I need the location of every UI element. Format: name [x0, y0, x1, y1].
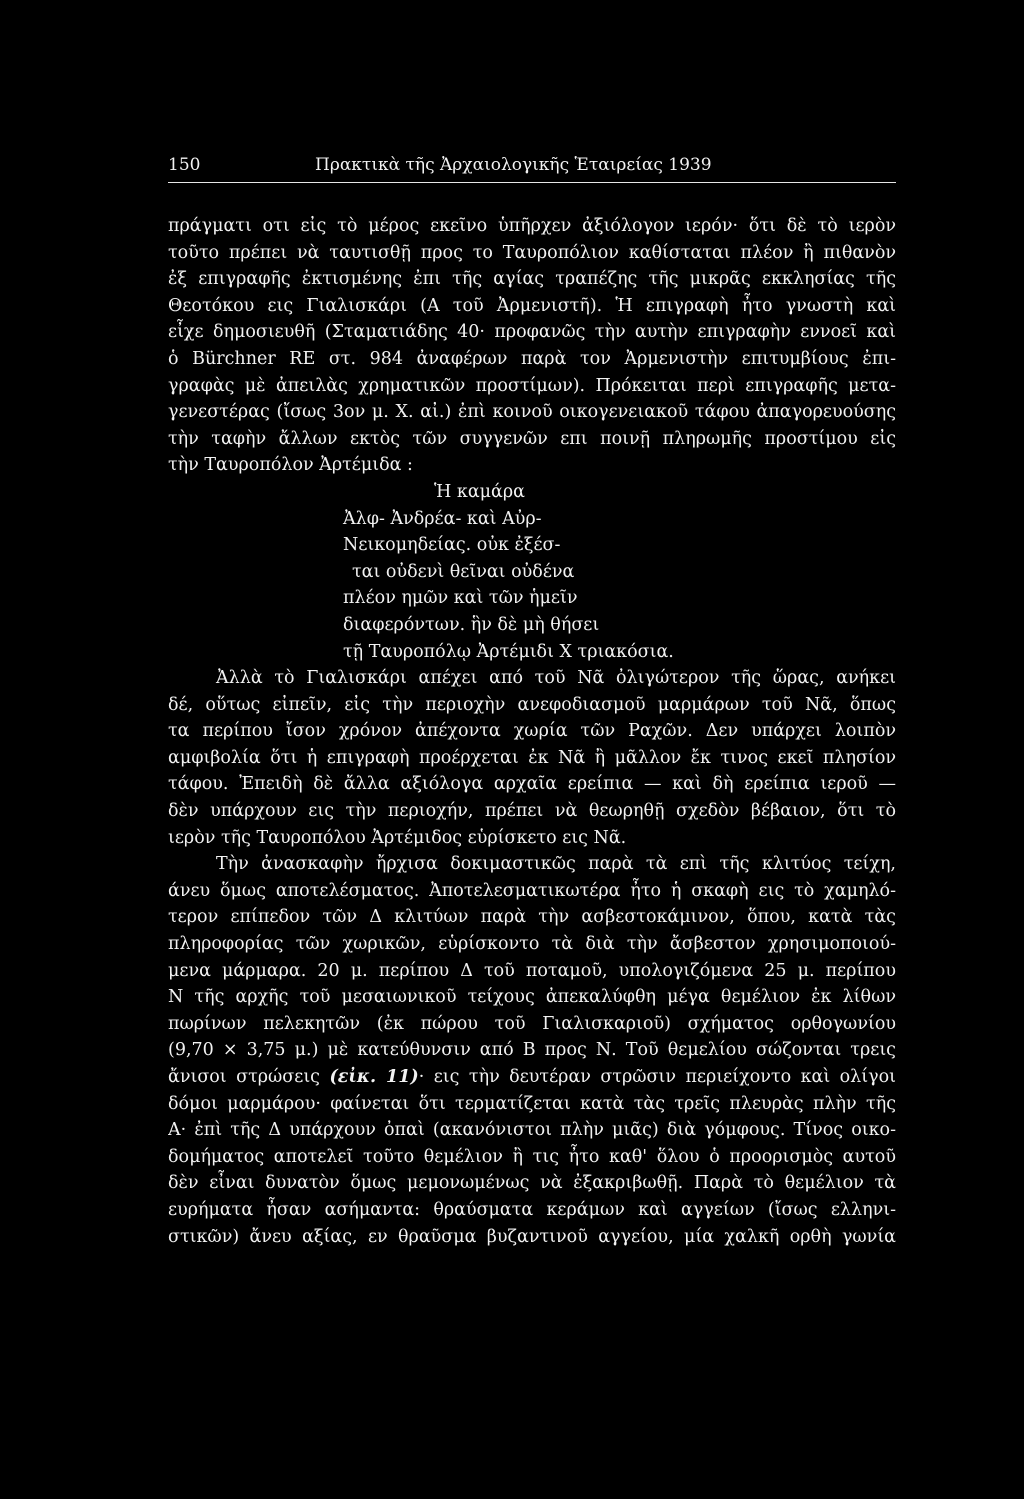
text-line: δὲν υπάρχουν εις τὴν περιοχήν, πρέπει νὰ θεωρηθῇ σχεδὸν βέβαιον, ὅτι τὸ	[168, 801, 896, 822]
text-line: γραφὰς μὲ ἀπειλὰς χρηματικῶν προστίμων). Πρόκειται περὶ επιγραφῆς μετα-	[168, 375, 896, 396]
text-line: στικῶν) ἄνευ αξίας, εν θραῦσμα βυζαντινοῦ αγγείου, μία χαλκῆ ορθὴ γωνία	[168, 1226, 896, 1247]
text-line: ιερὸν τῆς Ταυροπόλου Ἀρτέμιδος εὑρίσκετο εις Νᾶ.	[168, 827, 627, 848]
text-line: πωρίνων πελεκητῶν (ἐκ πώρου τοῦ Γιαλισκαριοῦ) σχήματος ορθογωνίου	[168, 1013, 896, 1034]
text-line: τοῦτο πρέπει νὰ ταυτισθῇ προς το Ταυροπόλιον καθίσταται πλέον ἢ πιθανὸν	[168, 242, 896, 263]
text-line: ευρήματα ἦσαν ασήμαντα: θραύσματα κεράμων καὶ αγγείων (ἴσως ελληνι-	[168, 1199, 896, 1220]
figure-reference: (εἰκ. 11)	[329, 1067, 419, 1087]
text-line: Α· ἐπὶ τῆς Δ υπάρχουν ὀπαὶ (ακανόνιστοι πλὴν μιᾶς) διὰ γόμφους. Τίνος οικο-	[168, 1120, 896, 1141]
text-line: Ἀλλὰ τὸ Γιαλισκάρι απέχει από τοῦ Νᾶ ὀλιγώτερον τῆς ὥρας, ανήκει	[216, 668, 896, 689]
inscription-line: Ἀλφ- Ἀνδρέα- καὶ Αὐρ-	[343, 508, 542, 529]
inscription-line: Ἡ καμάρα	[434, 481, 525, 502]
text-line: πράγματι οτι εἰς τὸ μέρος εκεῖνο ὑπῆρχεν ἀξιόλογον ιερόν· ὅτι δὲ τὸ ιερὸν	[168, 216, 896, 236]
text-line: δὲν εἶναι δυνατὸν ὅμως μεμονωμένως νὰ ἐξακριβωθῇ. Παρὰ τὸ θεμέλιον τὰ	[168, 1173, 896, 1194]
text-fragment: · εις τὴν δευτέραν στρῶσιν περιείχοντο καὶ ολίγοι	[418, 1067, 896, 1087]
text-line: δέ, οὕτως εἰπεῖν, εἰς τὴν περιοχὴν ανεφοδιασμοῦ μαρμάρων τοῦ Νᾶ, ὅπως	[168, 694, 896, 715]
text-line: γενεστέρας (ἴσως 3ον μ. Χ. αἰ.) ἐπὶ κοινοῦ οικογενειακοῦ τάφου ἀπαγορευούσης	[168, 402, 896, 423]
header-rule	[168, 182, 896, 183]
text-line: ὁ Bürchner RE στ. 984 ἀναφέρων παρὰ τον Ἀρμενιστὴν επιτυμβίους ἐπι-	[168, 348, 896, 369]
text-line: Θεοτόκου εις Γιαλισκάρι (Α τοῦ Ἀρμενιστῆ). Ἡ επιγραφὴ ἦτο γνωστὴ καὶ	[168, 295, 896, 316]
inscription-block	[168, 479, 896, 665]
paragraph-3	[168, 851, 896, 1250]
text-line: Ν τῆς αρχῆς τοῦ μεσαιωνικοῦ τείχους ἀπεκαλύφθη μέγα θεμέλιον ἐκ λίθων	[168, 987, 896, 1008]
text-line-with-figure-ref	[168, 1064, 896, 1091]
inscription-line: πλέον ημῶν καὶ τῶν ἡμεῖν	[343, 588, 578, 609]
inscription-line: ται οὐδενὶ θεῖναι οὐδένα	[352, 561, 575, 582]
paragraph-1	[168, 213, 896, 479]
inscription-line: Νεικομηδείας. οὐκ ἐξέσ-	[343, 535, 561, 556]
text-line: τα περίπου ἴσον χρόνον ἀπέχοντα χωρία τῶν Ραχῶν. Δεν υπάρχει λοιπὸν	[168, 721, 896, 742]
text-line: Τὴν ἀνασκαφὴν ἤρχισα δοκιμαστικῶς παρὰ τὰ επὶ τῆς κλιτύος τείχη,	[216, 854, 896, 875]
body-text	[168, 213, 896, 1250]
page-number: 150	[168, 155, 201, 175]
text-line: άνευ ὅμως αποτελέσματος. Ἀποτελεσματικωτέρα ἦτο ἡ σκαφὴ εις τὸ χαμηλό-	[168, 880, 896, 901]
inscription-line: τῇ Ταυροπόλῳ Ἀρτέμιδι Χ τριακόσια.	[343, 641, 674, 662]
text-line: τάφου. Ἐπειδὴ δὲ ἄλλα αξιόλογα αρχαῖα ερείπια — καὶ δὴ ερείπια ιεροῦ —	[168, 774, 896, 795]
text-fragment: ἄνισοι στρώσεις	[168, 1067, 330, 1087]
text-line: δομήματος αποτελεῖ τοῦτο θεμέλιον ἢ τις ἦτο καθ' ὅλου ὁ προορισμὸς αυτοῦ	[168, 1146, 896, 1167]
text-line: πληροφορίας τῶν χωρικῶν, εὑρίσκοντο τὰ διὰ τὴν ἄσβεστον χρησιμοποιού-	[168, 934, 896, 955]
text-line: τὴν ταφὴν ἄλλων εκτὸς τῶν συγγενῶν επι ποινῇ πληρωμῆς προστίμου εἰς	[168, 428, 896, 449]
running-head	[168, 150, 896, 180]
text-line: τὴν Ταυροπόλον Ἀρτέμιδα :	[168, 455, 413, 476]
text-line: εἶχε δημοσιευθῆ (Σταματιάδης 40· προφανῶς τὴν αυτὴν επιγραφὴν εννοεῖ καὶ	[168, 322, 896, 343]
text-line: ἐξ επιγραφῆς ἐκτισμένης ἐπι τῆς αγίας τραπέζης τῆς μικρᾶς εκκλησίας τῆς	[168, 269, 896, 290]
text-line: δόμοι μαρμάρου· φαίνεται ὅτι τερματίζεται κατὰ τὰς τρεῖς πλευρὰς πλὴν τῆς	[168, 1093, 896, 1114]
text-line: (9,70 × 3,75 μ.) μὲ κατεύθυνσιν από Β προς Ν. Τοῦ θεμελίου σώζονται τρεις	[168, 1040, 896, 1061]
text-line: αμφιβολία ὅτι ἡ επιγραφὴ προέρχεται ἐκ Νᾶ ἢ μᾶλλον ἔκ τινος εκεῖ πλησίον	[168, 747, 896, 768]
text-line: μενα μάρμαρα. 20 μ. περίπου Δ τοῦ ποταμοῦ, υπολογιζόμενα 25 μ. περίπου	[168, 960, 896, 981]
text-line: τερον επίπεδον τῶν Δ κλιτύων παρὰ τὴν ασβεστοκάμινον, ὅπου, κατὰ τὰς	[168, 907, 896, 928]
journal-title: Πρακτικὰ τῆς Ἀρχαιολογικῆς Ἑταιρείας 1939	[315, 155, 712, 175]
inscription-line: διαφερόντων. ἣν δὲ μὴ θήσει	[343, 614, 600, 635]
paragraph-2	[168, 665, 896, 851]
